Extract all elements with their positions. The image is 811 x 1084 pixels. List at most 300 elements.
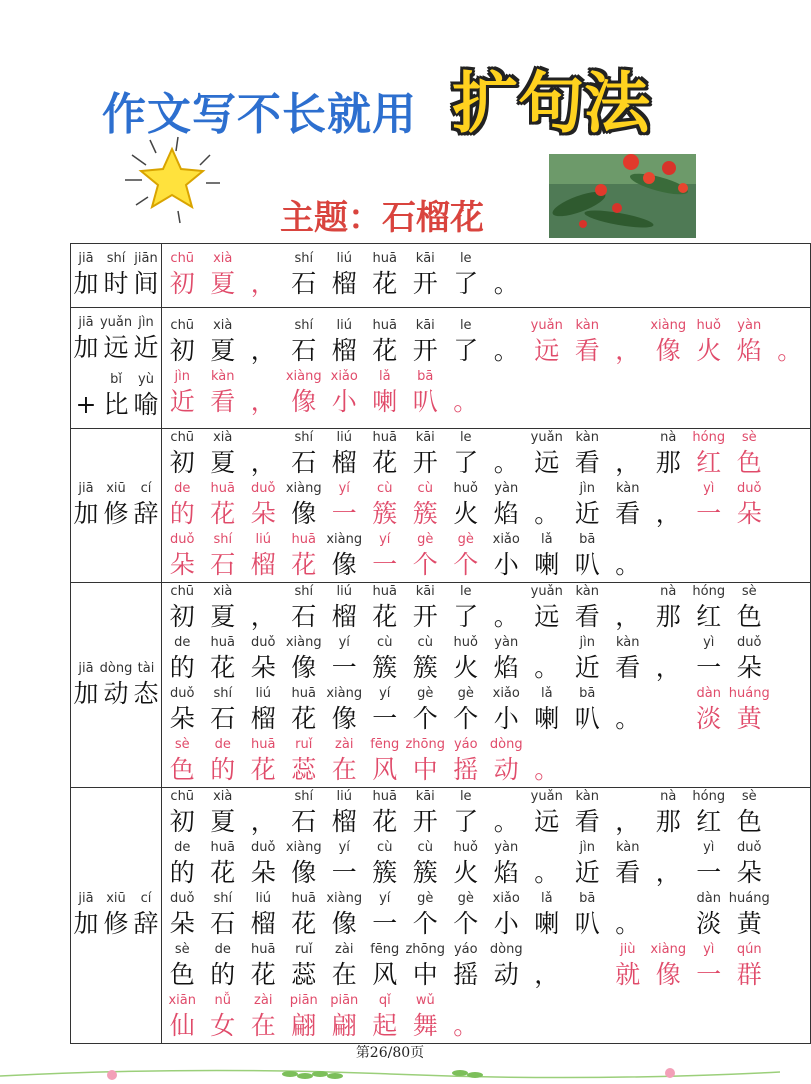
- sentence-line: [162, 685, 810, 736]
- hanzi: 辞: [133, 909, 159, 938]
- char-cell: [243, 531, 284, 582]
- pinyin: xiǎo: [492, 532, 520, 547]
- pinyin: yáo: [453, 737, 478, 752]
- pinyin: zài: [335, 942, 354, 957]
- hanzi: 远: [103, 333, 129, 362]
- char-cell: [648, 839, 689, 890]
- char-cell: [729, 634, 770, 685]
- hanzi: 石: [210, 550, 236, 579]
- char-cell: [729, 685, 770, 736]
- hanzi: 看: [615, 858, 641, 887]
- char-cell: [324, 788, 365, 839]
- hanzi: 一: [372, 704, 398, 733]
- char-cell: [405, 736, 446, 787]
- char-cell: [71, 480, 101, 531]
- pinyin: huā: [210, 635, 235, 650]
- pinyin: kàn: [210, 369, 235, 384]
- pinyin: nǚ: [214, 993, 231, 1008]
- pinyin: xiàng: [285, 481, 322, 496]
- char-cell: [101, 660, 131, 711]
- sentence-line: [162, 317, 810, 368]
- theme-heading: 主题：石榴花: [280, 198, 484, 238]
- hanzi: 看: [615, 499, 641, 528]
- pinyin: jiā: [78, 251, 94, 266]
- char-cell: [71, 250, 101, 301]
- char-cell: [486, 839, 527, 890]
- hanzi: 。: [777, 336, 803, 365]
- hanzi: 态: [133, 678, 159, 708]
- char-cell: [243, 250, 284, 301]
- char-cell: [567, 429, 608, 480]
- char-cell: [567, 317, 608, 368]
- char-cell: [284, 480, 325, 531]
- hanzi: 。: [493, 807, 519, 836]
- hanzi: 中: [412, 960, 438, 989]
- char-cell: [203, 429, 244, 480]
- hanzi: 簇: [412, 653, 438, 682]
- pinyin: huǒ: [453, 635, 478, 650]
- char-cell: [101, 480, 131, 531]
- char-cell: [101, 314, 131, 365]
- char-cell: [486, 531, 527, 582]
- hanzi: 淡: [696, 704, 722, 733]
- hanzi: 一: [696, 499, 722, 528]
- hanzi: ，: [250, 448, 276, 477]
- char-cell: [131, 250, 161, 301]
- pinyin: gè: [457, 686, 474, 701]
- hanzi: 喇: [372, 387, 398, 416]
- hanzi: 初: [169, 448, 195, 477]
- char-cell: [405, 429, 446, 480]
- char-cell: [203, 736, 244, 787]
- char-cell: [162, 788, 203, 839]
- char-cell: [162, 429, 203, 480]
- char-cell: [446, 250, 487, 301]
- hanzi: 摇: [453, 755, 479, 784]
- char-cell: [365, 368, 406, 419]
- pinyin: huā: [291, 532, 316, 547]
- pinyin: xiàng: [326, 891, 363, 906]
- char-cell: [446, 531, 487, 582]
- char-cell: [162, 839, 203, 890]
- char-cell: [71, 890, 101, 941]
- hanzi: 色: [736, 602, 762, 631]
- char-cell: [284, 429, 325, 480]
- char-cell: [365, 788, 406, 839]
- pinyin: yáo: [453, 942, 478, 957]
- char-cell: [243, 890, 284, 941]
- hanzi: 花: [210, 858, 236, 887]
- pinyin: chū: [170, 430, 195, 445]
- table-row: [71, 244, 811, 308]
- char-cell: [729, 839, 770, 890]
- pinyin: huáng: [728, 891, 770, 906]
- pinyin: xiàng: [285, 369, 322, 384]
- hanzi: 看: [574, 448, 600, 477]
- sentence-line: [162, 634, 810, 685]
- pinyin: huā: [210, 481, 235, 496]
- char-cell: [729, 583, 770, 634]
- pinyin: shí: [294, 430, 314, 445]
- hanzi: 榴: [250, 550, 276, 579]
- char-cell: [203, 317, 244, 368]
- char-cell: [284, 839, 325, 890]
- pinyin: liú: [255, 891, 271, 906]
- pinyin: yí: [338, 635, 350, 650]
- char-cell: [203, 634, 244, 685]
- sentence-cell: [162, 583, 811, 788]
- method-label: [71, 429, 162, 583]
- pinyin: lǎ: [540, 686, 553, 701]
- char-cell: [446, 685, 487, 736]
- pinyin: xiàng: [650, 318, 687, 333]
- hanzi: 初: [169, 807, 195, 836]
- hanzi: 开: [412, 807, 438, 836]
- hanzi: 花: [210, 499, 236, 528]
- pinyin: shí: [294, 584, 314, 599]
- char-cell: [527, 634, 568, 685]
- pinyin: xiǎo: [330, 369, 358, 384]
- char-cell: [405, 788, 446, 839]
- hanzi: 在: [250, 1011, 276, 1040]
- char-cell: [527, 480, 568, 531]
- hanzi: 了: [453, 448, 479, 477]
- pinyin: zhōng: [405, 737, 445, 752]
- pinyin: jiā: [78, 660, 94, 676]
- char-cell: [243, 317, 284, 368]
- hanzi: 花: [210, 653, 236, 682]
- hanzi: 石: [291, 336, 317, 365]
- title-text-highlight: 扩句法: [452, 65, 650, 142]
- char-cell: [101, 890, 131, 941]
- hanzi: 榴: [331, 336, 357, 365]
- hanzi: 。: [493, 336, 519, 365]
- pinyin: jiù: [620, 942, 636, 957]
- pinyin: le: [459, 430, 472, 445]
- pinyin: nà: [660, 430, 677, 445]
- pinyin: huā: [372, 584, 397, 599]
- char-cell: [527, 890, 568, 941]
- hanzi: 在: [331, 755, 357, 784]
- table-row: [71, 583, 811, 788]
- char-cell: [243, 429, 284, 480]
- hanzi: 一: [331, 858, 357, 887]
- sentence-line: [162, 250, 810, 301]
- pinyin: zài: [335, 737, 354, 752]
- pinyin: shí: [213, 532, 233, 547]
- hanzi: ，: [615, 807, 641, 836]
- pinyin: huā: [210, 840, 235, 855]
- pinyin: xiàng: [326, 532, 363, 547]
- hanzi: 朵: [169, 909, 195, 938]
- char-cell: [608, 788, 649, 839]
- hanzi: 的: [210, 960, 236, 989]
- char-cell: [446, 634, 487, 685]
- pinyin: kàn: [575, 430, 599, 445]
- char-cell: [365, 685, 406, 736]
- char-cell: [729, 317, 770, 368]
- pinyin: cù: [417, 481, 433, 496]
- pinyin: bǐ: [110, 372, 122, 387]
- pinyin: nà: [660, 789, 677, 804]
- char-cell: [446, 736, 487, 787]
- pinyin: huǒ: [453, 840, 478, 855]
- hanzi: 花: [372, 602, 398, 631]
- pinyin: ruǐ: [295, 737, 313, 752]
- pinyin: kāi: [415, 318, 435, 333]
- hanzi: 朵: [736, 499, 762, 528]
- hanzi: 榴: [331, 448, 357, 477]
- char-cell: [71, 660, 101, 711]
- char-cell: [71, 371, 101, 422]
- hanzi: 风: [372, 755, 398, 784]
- hanzi: 色: [736, 807, 762, 836]
- char-cell: [284, 941, 325, 992]
- hanzi: 加: [73, 499, 99, 528]
- pinyin: xiǎo: [492, 891, 520, 906]
- hanzi: 看: [574, 336, 600, 365]
- hanzi: 个: [412, 909, 438, 938]
- pinyin: dàn: [696, 891, 721, 906]
- hanzi: 蕊: [291, 960, 317, 989]
- hanzi: 个: [453, 550, 479, 579]
- pinyin: cù: [377, 840, 393, 855]
- char-cell: [648, 429, 689, 480]
- char-cell: [243, 368, 284, 419]
- char-cell: [608, 480, 649, 531]
- hanzi: 花: [291, 704, 317, 733]
- pinyin: huǒ: [696, 318, 721, 333]
- pinyin: bā: [579, 532, 596, 547]
- pinyin: huā: [372, 251, 397, 266]
- hanzi: 加: [73, 678, 99, 708]
- pinyin: liú: [336, 251, 352, 266]
- char-cell: [567, 531, 608, 582]
- hanzi: 焰: [493, 653, 519, 682]
- hanzi: 叭: [574, 704, 600, 733]
- char-cell: [162, 250, 203, 301]
- pinyin: sè: [741, 584, 757, 599]
- hanzi: ，: [655, 858, 681, 887]
- pinyin: sè: [741, 789, 757, 804]
- pinyin: liú: [336, 789, 352, 804]
- hanzi: 花: [250, 755, 276, 784]
- char-cell: [284, 368, 325, 419]
- char-cell: [203, 531, 244, 582]
- hanzi: 喇: [534, 909, 560, 938]
- hanzi: 红: [696, 602, 722, 631]
- char-cell: [446, 992, 487, 1043]
- label-line: [71, 250, 161, 301]
- hanzi: 。: [534, 755, 560, 784]
- pinyin: kāi: [415, 584, 435, 599]
- pinyin: liú: [255, 686, 271, 701]
- pinyin: bā: [417, 369, 434, 384]
- char-cell: [527, 685, 568, 736]
- pinyin: yuǎn: [530, 789, 563, 804]
- char-cell: [243, 736, 284, 787]
- hanzi: 火: [696, 336, 722, 365]
- pinyin: yuǎn: [99, 315, 133, 330]
- label-line: [71, 890, 161, 941]
- char-cell: [608, 890, 649, 941]
- char-cell: [527, 583, 568, 634]
- char-cell: [446, 839, 487, 890]
- char-cell: [608, 531, 649, 582]
- hanzi: 簇: [412, 858, 438, 887]
- pinyin: xiàng: [326, 686, 363, 701]
- hanzi: 近: [574, 858, 600, 887]
- hanzi: 近: [574, 653, 600, 682]
- hanzi: 了: [453, 807, 479, 836]
- hanzi: 簇: [372, 499, 398, 528]
- char-cell: [405, 480, 446, 531]
- pinyin: fēng: [370, 737, 400, 752]
- char-cell: [729, 429, 770, 480]
- hanzi: 摇: [453, 960, 479, 989]
- hanzi: 夏: [210, 807, 236, 836]
- hanzi: 榴: [331, 807, 357, 836]
- pinyin: liú: [336, 318, 352, 333]
- pinyin: liú: [336, 584, 352, 599]
- sentence-line: [162, 583, 810, 634]
- hanzi: 一: [331, 653, 357, 682]
- hanzi: 了: [453, 602, 479, 631]
- char-cell: [162, 992, 203, 1043]
- pinyin: duǒ: [170, 686, 195, 701]
- hanzi: 花: [291, 550, 317, 579]
- hanzi: 远: [534, 602, 560, 631]
- label-line: [71, 480, 161, 531]
- hanzi: 看: [574, 602, 600, 631]
- hanzi: 了: [453, 336, 479, 365]
- hanzi: 了: [453, 269, 479, 298]
- hanzi: 像: [291, 387, 317, 416]
- hanzi: 。: [615, 909, 641, 938]
- hanzi: 色: [169, 755, 195, 784]
- pinyin: jìn: [579, 635, 595, 650]
- hanzi: 石: [291, 807, 317, 836]
- hanzi: 夏: [210, 602, 236, 631]
- sentence-line: [162, 788, 810, 839]
- char-cell: [131, 890, 161, 941]
- char-cell: [608, 634, 649, 685]
- hanzi: 像: [291, 858, 317, 887]
- hanzi: 舞: [412, 1011, 438, 1040]
- pinyin: shí: [106, 251, 126, 266]
- char-cell: [365, 634, 406, 685]
- pinyin: cí: [140, 481, 152, 496]
- hanzi: 夏: [210, 448, 236, 477]
- hanzi: ，: [615, 448, 641, 477]
- char-cell: [446, 788, 487, 839]
- hanzi: 的: [169, 653, 195, 682]
- pinyin: duǒ: [251, 481, 276, 496]
- hanzi: 近: [169, 387, 195, 416]
- char-cell: [405, 368, 446, 419]
- char-cell: [131, 660, 161, 711]
- char-cell: [567, 890, 608, 941]
- char-cell: [284, 583, 325, 634]
- pinyin: de: [214, 942, 231, 957]
- char-cell: [203, 890, 244, 941]
- pinyin: yàn: [494, 840, 519, 855]
- char-cell: [527, 839, 568, 890]
- char-cell: [648, 480, 689, 531]
- hanzi: 动: [493, 755, 519, 784]
- pinyin: kàn: [615, 635, 640, 650]
- hanzi: 像: [655, 960, 681, 989]
- hanzi: 远: [534, 807, 560, 836]
- hanzi: 花: [372, 807, 398, 836]
- hanzi: ，: [615, 336, 641, 365]
- char-cell: [486, 685, 527, 736]
- hanzi: 那: [655, 448, 681, 477]
- char-cell: [446, 890, 487, 941]
- hanzi: 初: [169, 602, 195, 631]
- pinyin: piān: [289, 993, 318, 1008]
- char-cell: [405, 317, 446, 368]
- hanzi: 叭: [574, 550, 600, 579]
- pinyin: jiā: [78, 315, 94, 330]
- char-cell: [405, 992, 446, 1043]
- pinyin: lǎ: [540, 532, 553, 547]
- method-label: [71, 244, 162, 308]
- hanzi: 黄: [736, 704, 762, 733]
- char-cell: [284, 634, 325, 685]
- pinyin: kàn: [575, 789, 599, 804]
- char-cell: [608, 429, 649, 480]
- hanzi: 翩: [331, 1011, 357, 1040]
- char-cell: [365, 429, 406, 480]
- pinyin: xiàng: [650, 942, 687, 957]
- char-cell: [284, 992, 325, 1043]
- char-cell: [648, 941, 689, 992]
- sentence-cell: [162, 244, 811, 308]
- hanzi: 。: [493, 269, 519, 298]
- char-cell: [365, 890, 406, 941]
- char-cell: [324, 480, 365, 531]
- char-cell: [284, 736, 325, 787]
- pinyin: fēng: [370, 942, 400, 957]
- hanzi: 像: [655, 336, 681, 365]
- hanzi: 小: [493, 704, 519, 733]
- pinyin: xiǎo: [492, 686, 520, 701]
- char-cell: [162, 368, 203, 419]
- hanzi: 加: [73, 333, 99, 362]
- char-cell: [284, 531, 325, 582]
- char-cell: [405, 583, 446, 634]
- char-cell: [203, 368, 244, 419]
- hanzi: 火: [453, 653, 479, 682]
- hanzi: 看: [574, 807, 600, 836]
- pinyin: yì: [703, 840, 715, 855]
- hanzi: 那: [655, 602, 681, 631]
- char-cell: [365, 941, 406, 992]
- pinyin: gè: [417, 686, 434, 701]
- char-cell: [486, 480, 527, 531]
- char-cell: [162, 736, 203, 787]
- hanzi: 朵: [169, 704, 195, 733]
- char-cell: [689, 685, 730, 736]
- pinyin: le: [459, 789, 472, 804]
- hanzi: 的: [210, 755, 236, 784]
- hanzi: 像: [291, 653, 317, 682]
- pinyin: cù: [377, 481, 393, 496]
- char-cell: [162, 685, 203, 736]
- sentence-line: [162, 941, 810, 992]
- hanzi: 仙: [169, 1011, 195, 1040]
